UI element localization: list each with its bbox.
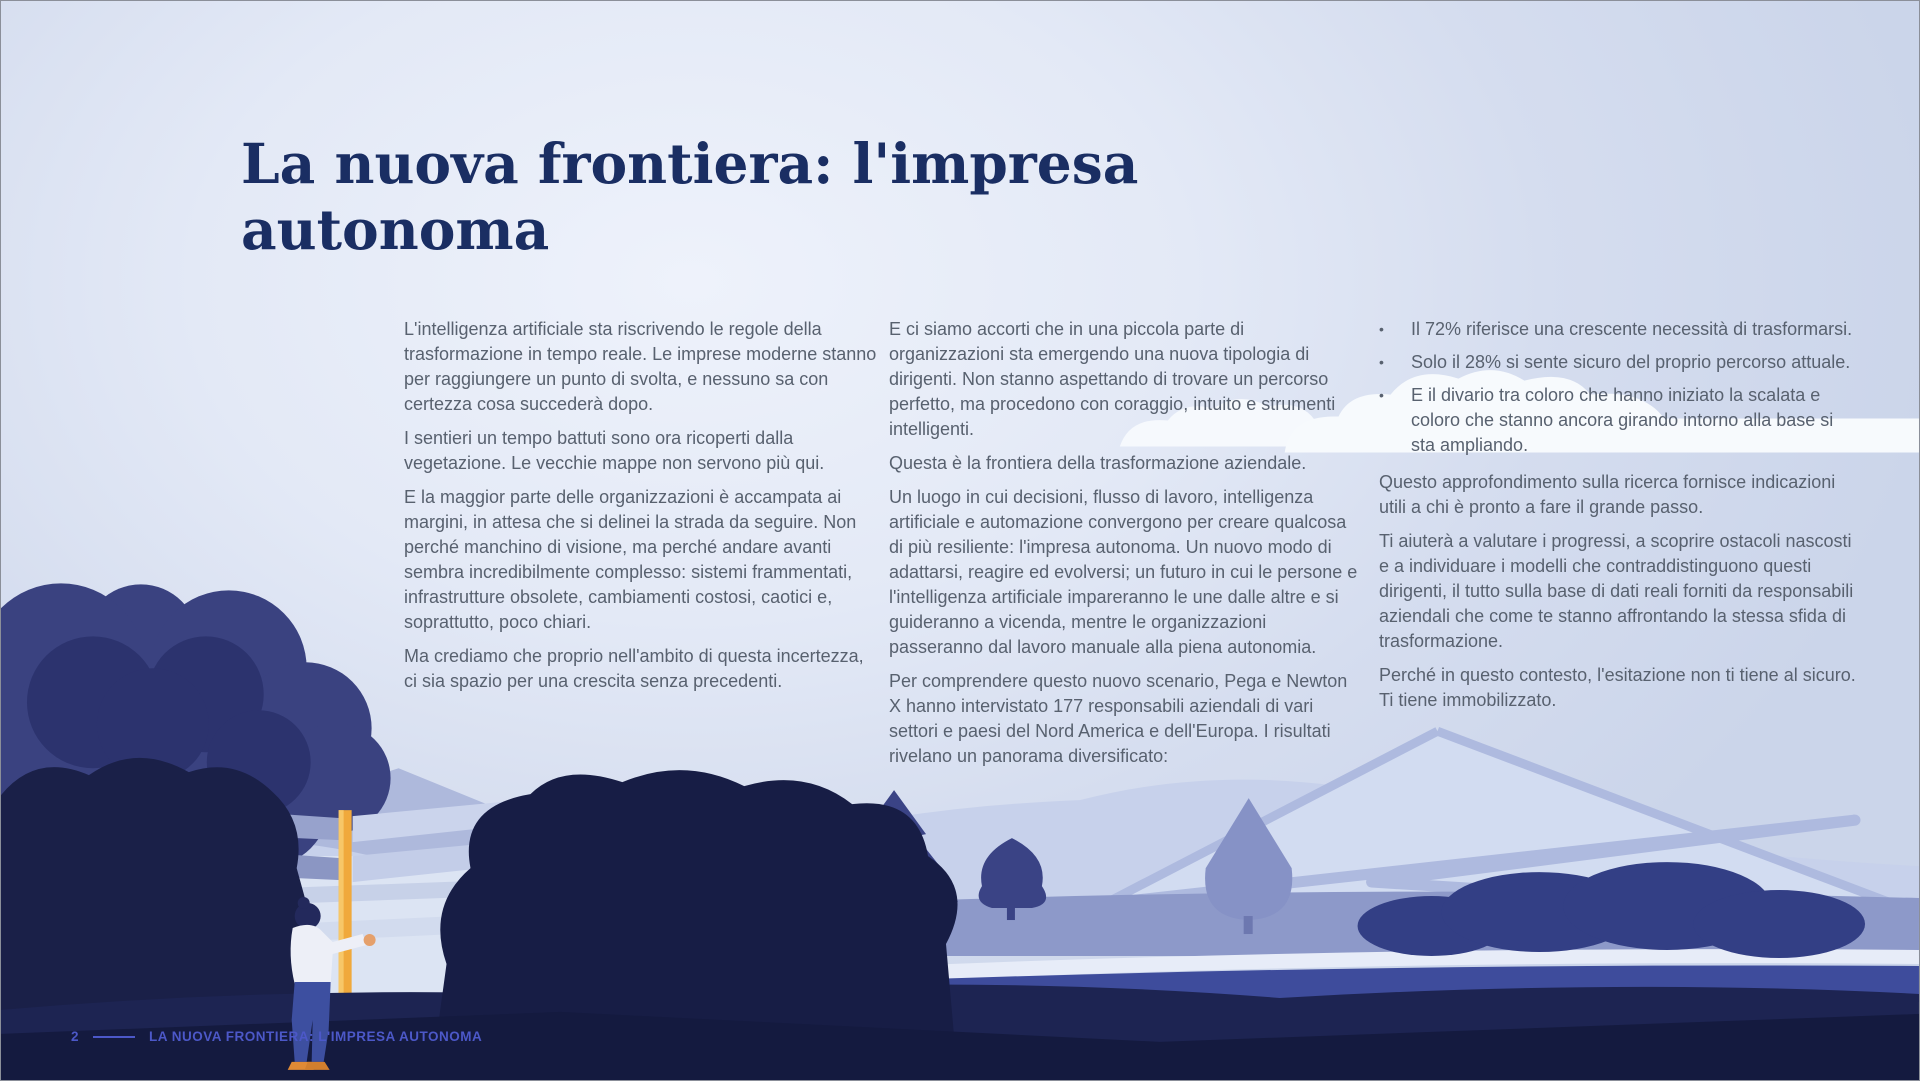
footer-doc-title: LA NUOVA FRONTIERA: L'IMPRESA AUTONOMA: [149, 1029, 483, 1044]
paragraph: E la maggior parte delle organizzazioni è accampata ai margini, in attesa che si delinei la strada da seguire. Non perché manchino di visione, ma perché andare avanti sembra incredibilmente complesso: sistemi frammentati, infrastrutture obsolete, cambiamenti costosi, caotici e, soprattutto, poco chiari.: [404, 487, 857, 632]
page-title: La nuova frontiera: l'impresa autonoma: [241, 131, 1139, 262]
bullet-item: [1379, 350, 1859, 375]
bullet-text: Solo il 28% si sente sicuro del proprio percorso attuale.: [1411, 352, 1851, 372]
bullet-dot: •: [1379, 354, 1384, 370]
bullet-text: E il divario tra coloro che hanno iniziato la scalata e coloro che stanno ancora girando intorno alla base si sta ampliando.: [1411, 385, 1834, 455]
paragraph: Per comprendere questo nuovo scenario, Pega e Newton X hanno intervistato 177 responsabili aziendali di vari settori e paesi del Nord America e dell'Europa. I risultati rivelano un panorama diversificato:: [889, 671, 1348, 766]
body-column-3: [1379, 317, 1859, 722]
paragraph: Ma crediamo che proprio nell'ambito di questa incertezza, ci sia spazio per una crescita senza precedenti.: [404, 646, 864, 691]
footer-rule: [93, 1036, 135, 1038]
bullet-item: [1379, 317, 1859, 342]
bullet-item: [1379, 383, 1859, 458]
paragraph: Un luogo in cui decisioni, flusso di lavoro, intelligenza artificiale e automazione convergono per creare qualcosa di più resiliente: l'impresa autonoma. Un nuovo modo di adattarsi, reagire ed evolversi; un futuro in cui le persone e l'intelligenza artificiale impareranno le une dalle altre e si guideranno a vicenda, mentre le organizzazioni passeranno dal lavoro manuale alla piena autonomia.: [889, 487, 1358, 657]
bullet-list: [1379, 317, 1859, 458]
page-footer: [71, 1029, 482, 1044]
bullet-dot: •: [1379, 387, 1384, 403]
paragraph: L'intelligenza artificiale sta riscrivendo le regole della trasformazione in tempo reale. Le imprese moderne stanno per raggiungere un punto di svolta, e nessuno sa con certezza cosa succederà dopo.: [404, 319, 877, 414]
paragraph: Perché in questo contesto, l'esitazione non ti tiene al sicuro. Ti tiene immobilizzato.: [1379, 665, 1856, 710]
bullet-dot: •: [1379, 321, 1384, 337]
paragraph: Ti aiuterà a valutare i progressi, a scoprire ostacoli nascosti e a individuare i modelli che contraddistinguono questi dirigenti, il tutto sulla base di dati reali forniti da responsabili aziendali che come te stanno affrontando la stessa sfida di trasformazione.: [1379, 531, 1854, 651]
paragraph: Questa è la frontiera della trasformazione aziendale.: [889, 453, 1307, 473]
paragraph: E ci siamo accorti che in una piccola parte di organizzazioni sta emergendo una nuova tipologia di dirigenti. Non stanno aspettando di trovare un percorso perfetto, ma procedono con coraggio, intuito e strumenti intelligenti.: [889, 319, 1336, 439]
bullet-text: Il 72% riferisce una crescente necessità di trasformarsi.: [1411, 319, 1853, 339]
footer-page-number: 2: [71, 1029, 80, 1044]
paragraph: I sentieri un tempo battuti sono ora ricoperti dalla vegetazione. Le vecchie mappe non servono più qui.: [404, 428, 825, 473]
body-column-2: [889, 317, 1364, 778]
paragraph: Questo approfondimento sulla ricerca fornisce indicazioni utili a chi è pronto a fare il grande passo.: [1379, 472, 1836, 517]
body-column-1: [404, 317, 879, 703]
text-layer: [1, 1, 1919, 1080]
